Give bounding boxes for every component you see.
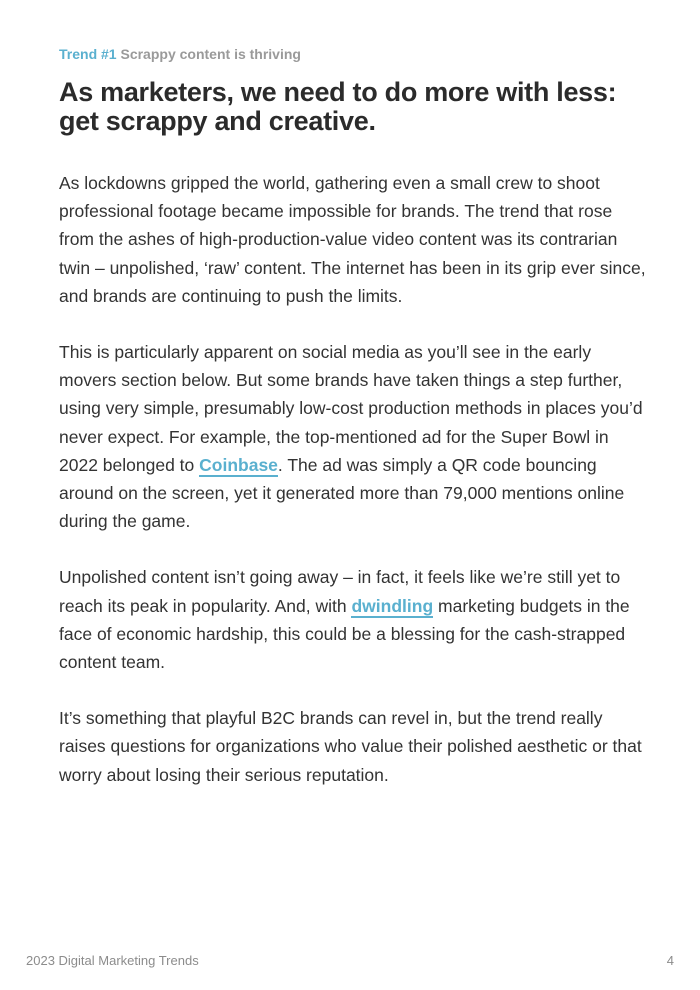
paragraph-2-text-start: This is particularly apparent on social media as you’ll see in the early movers section below. But some brands have taken things a step further, using very simple, presumably low-cost production methods in places you’d never expect. For example, the top-mentioned ad for the Super Bowl in 2022 belonged to (59, 342, 643, 475)
paragraph-3 (59, 563, 649, 676)
dwindling-link[interactable]: dwindling (351, 595, 434, 616)
paragraph-2 (59, 338, 649, 535)
trend-eyebrow (59, 44, 649, 64)
paragraph-4: It’s something that playful B2C brands can revel in, but the trend really raises questions for organizations who value their polished aesthetic or that worry about losing their serious reputation. (59, 708, 642, 785)
coinbase-link[interactable]: Coinbase (199, 454, 278, 475)
paragraph-2-text-end: . The ad was simply a QR code bouncing around on the screen, yet it generated more than 79,000 mentions online during the game. (59, 454, 625, 532)
page-headline: As marketers, we need to do more with less: get scrappy and creative. (59, 77, 617, 136)
trend-label: Trend #1 (59, 46, 117, 62)
paragraph-3-text-end: marketing budgets in the face of economic hardship, this could be a blessing for the cash-strapped content team. (59, 595, 630, 673)
paragraph-1: As lockdowns gripped the world, gathering even a small crew to shoot professional footage became impossible for brands. The trend that rose from the ashes of high-production-value video content was its contrarian twin – unpolished, ‘raw’ content. The internet has been in its grip ever since, and brands are continuing to push the limits. (59, 173, 646, 306)
footer-document-title: 2023 Digital Marketing Trends (26, 953, 199, 968)
article-body (59, 169, 649, 789)
page-content (59, 44, 649, 817)
paragraph-3-text-start: Unpolished content isn’t going away – in fact, it feels like we’re still yet to reach its peak in popularity. And, with (59, 567, 621, 616)
trend-topic: Scrappy content is thriving (120, 46, 301, 62)
footer-page-number: 4 (666, 953, 674, 968)
